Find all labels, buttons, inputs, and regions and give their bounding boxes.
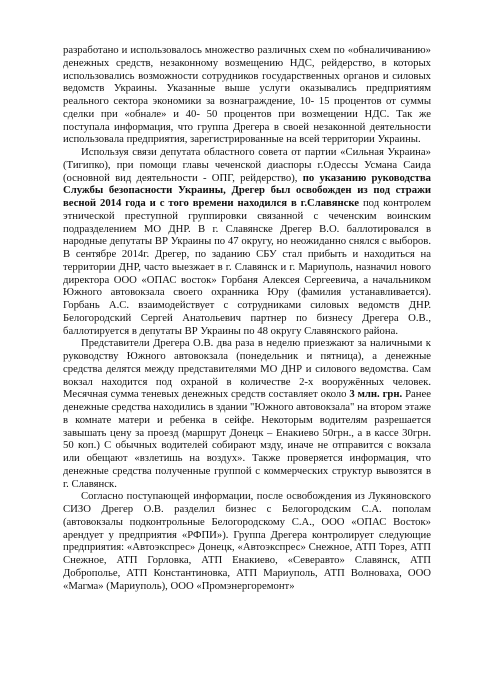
paragraph-3 [63, 337, 431, 490]
paragraph-4 [63, 490, 431, 592]
text-run: Согласно поступающей информации, после освобождения из Лукяновского СИЗО Дрегер О.В. разделил бизнес с Белогородским С.А. пополам (автовокзалы подконтрольные Белогородскому С.А., ООО «ОПАС Восток» арендует у предприятия «РФПИ»). Группа Дрегера контролирует следующие предприятия: «Автоэкспрес» Донецк, «Автоэкспрес» Снежное, АТП Торез, АТП Снежное, АТП Горловка, АТП Енакиево, «Северавто» Славянск, АТП Доброполье, АТП Константиновка, АТП Мариуполь, АТП Волноваха, ООО «Магма» (Мариуполь), ООО «Промэнергоремонт» [63, 490, 431, 592]
text-run: Представители Дрегера О.В. два раза в неделю приезжают за наличными к руководству Южного автовокзала (понедельник и пятница), а денежные средства делятся между представителями МО ДНР и силового ведомства. Сам вокзал находится под охраной в количестве 2-х вооружённых человек. Месячная сумма теневых денежных средств составляет около [63, 337, 431, 401]
paragraph-2 [63, 146, 431, 337]
bold-text-run: 3 млн. грн. [349, 388, 403, 401]
text-run: под контролем этнической преступной группировки связанной с чеченским воинским подразделением МО ДНР. В г. Славянске Дрегер В.О. баллотировался в народные депутаты ВР Украины по 47 округу, но неожиданно снялся с выборов. В сентябре 2014г. Дрегер, по заданию СБУ стал прибыть и находиться на территории ДНР, часто выезжает в г. Славянск и г. Мариуполь, назначил нового директора ООО «ОПАС восток» Горбаня Алексея Сергеевича, а начальником Южного автовокзала своего охранника Юру (фамилия устанавливается). Горбань А.С. взаимодействует с сотрудниками силовых ведомств ДНР. Белогородский Сергей Анатольевич партнер по бизнесу Дрегера О.В., баллотируется в депутаты ВР Украины по 48 округу Славянского района. [63, 197, 431, 337]
text-run: Используя связи депутата областного совета от партии «Сильная Украина» (Тигипко), при помощи главы чеченской диаспоры г.Одессы Усмана Саида (основной вид деятельности - ОПГ, рейдерство), [63, 146, 431, 184]
document-page [63, 44, 431, 592]
text-run: разработано и использовалось множество различных схем по «обналичиванию» денежных средств, незаконному возмещению НДС, рейдерство, в которых использовались возможности сотрудников государственных органов и силовых ведомств Украины. Указанные выше услуги оказывались предприятиям реального сектора экономики за вознаграждение, 10- 15 процентов от суммы сделки при «обнале» и 40- 50 процентов при возмещении НДС. Так же поступала информация, что группа Дрегера в своей незаконной деятельности использовала предприятия, зарегистрированные на всей территории Украины. [63, 44, 431, 146]
text-run: Ранее денежные средства находились в здании "Южного автовокзала" на втором этаже в комнате матери и ребенка в сейфе. Некоторым водителям разрешается завышать цену за проезд (маршрут Донецк – Енакиево 50грн., а в кассе 30грн. 50 коп.) С обычных водителей собирают мзду, иначе не отправится с вокзала или обещают «взлетишь на воздух». Также проверяется информация, что денежные средства полученные группой с коммерческих структур вывозятся в г. Славянск. [63, 388, 431, 490]
bold-text-run: по указанию руководства Службы безопасности Украины, Дрегер был освобожден из под стражи весной 2014 года и с того времени находился в г.Славянске [63, 171, 432, 209]
paragraph-1 [63, 44, 431, 146]
